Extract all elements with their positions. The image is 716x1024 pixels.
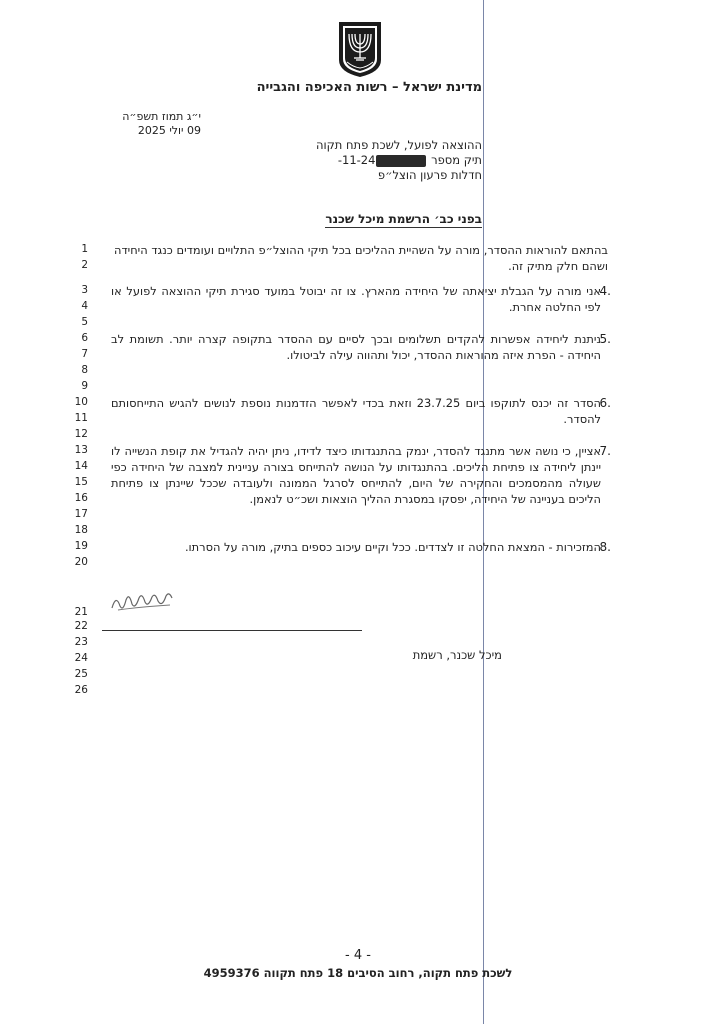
line-number: 16 [74,492,88,504]
line-number: 15 [74,476,88,488]
agency-title: מדינת ישראל – רשות האכיפה והגבייה [256,80,482,95]
item-number: 7. [599,444,611,458]
item-paragraph: אני מורה על הגבלת יציאתה של היחידה מהארץ. צו זה יבוטל במועד סגירת תיקי ההוצאה לפועל או לפי החלטה אחרת. [111,284,601,314]
item-number: 5. [599,332,611,346]
date-gregorian: 09 יולי 2025 [137,124,201,137]
line-number: 1 [81,243,88,255]
line-number: 6 [81,332,88,344]
judge-heading [325,212,482,226]
case-number-row [316,153,482,168]
redaction-mark [376,155,426,167]
line-number: 11 [74,412,88,424]
item-number: 6. [599,396,611,410]
line-number: 10 [74,396,88,408]
line-number: 5 [81,316,88,328]
line-number: 18 [74,524,88,536]
line-number: 17 [74,508,88,520]
line-number: 22 [74,620,88,632]
line-number: 9 [81,380,88,392]
line-number: 24 [74,652,88,664]
intro-paragraph: בהתאם להוראות ההסדר, מורה על השהיית ההליכים בכל תיקי ההוצל״פ התלויים ועומדים כנגד היחידה ושהם חלק מתיק זה. [114,243,608,273]
line-number: 13 [74,444,88,456]
date-hebrew: י״ג תמוז תשפ״ה [122,110,201,123]
line-number: 21 [74,606,88,618]
item-paragraph: אציין, כי נושה אשר מתנגד להסדר, ינמק בהתנגדותו כיצד לדידו, ניתן יהיה להגדיל את קופת הנשייה לו יינתן ליחידה צו פתיחת הליכים. בהתנגדותו על הנושה להתייחס בצורה עניינית למצבה של היחידה כפי שעולה מהמסמכים והחקירה של היום, להתייחס לסרגל הממונה ולעובדה שככל שיינתן צו פתיחת הליכים בעניינה של היחידה, יפסקו במסגרת ההליך הוצאות ושכ״ט לנאמן. [111,444,601,506]
judge-heading-text: בפני כב׳ הרשמת מיכל שכנר [325,212,482,226]
case-number-suffix: 11-24- [337,153,376,167]
page-number: - 4 - [345,948,371,963]
line-number: 19 [74,540,88,552]
line-number: 23 [74,636,88,648]
item-number: 4. [599,284,611,298]
line-number: 4 [81,300,88,312]
signer-name: מיכל שכנר, רשמת [412,648,502,662]
footer-address: לשכת פתח תקוה, רחוב הסיבים 18 פתח תקווה 4959376 [203,966,513,980]
line-number: 12 [74,428,88,440]
line-number: 14 [74,460,88,472]
signature-line [102,630,362,631]
line-number: 20 [74,556,88,568]
item-number: 8. [599,540,611,554]
line-number: 2 [81,259,88,271]
office-name: ההוצאה לפועל, לשכת פתח תקוה [316,138,482,152]
handwritten-signature [108,588,178,614]
item-paragraph: המזכירות - המצאת החלטה זו לצדדים. ככל וקיים עיכוב כספים בתיק, מורה על הסרתו. [184,540,601,554]
case-info [316,138,482,183]
case-type: חדלות פרעון הוצל״פ [377,168,482,182]
line-number: 26 [74,684,88,696]
line-number: 7 [81,348,88,360]
item-paragraph: ניתנת ליחידה אפשרות להקדים תשלומים ובכך לסיים עם ההסדר בתקופה קצרה יותר. תשומת לב היחידה - הפרת איזה מהוראות ההסדר, יכול ותהווה עילה לביטולו. [111,332,601,362]
margin-line [483,0,484,1024]
line-number: 8 [81,364,88,376]
date-block [122,110,201,138]
item-paragraph: הסדר זה יכנס לתוקפו ביום 23.7.25 וזאת בכדי לאפשר הזדמנות נוספת לנושים להגיש התייחסותם להסדר. [111,396,601,426]
case-number-label: תיק מספר [431,153,482,167]
state-emblem-icon [336,20,384,78]
line-number: 3 [81,284,88,296]
line-number: 25 [74,668,88,680]
